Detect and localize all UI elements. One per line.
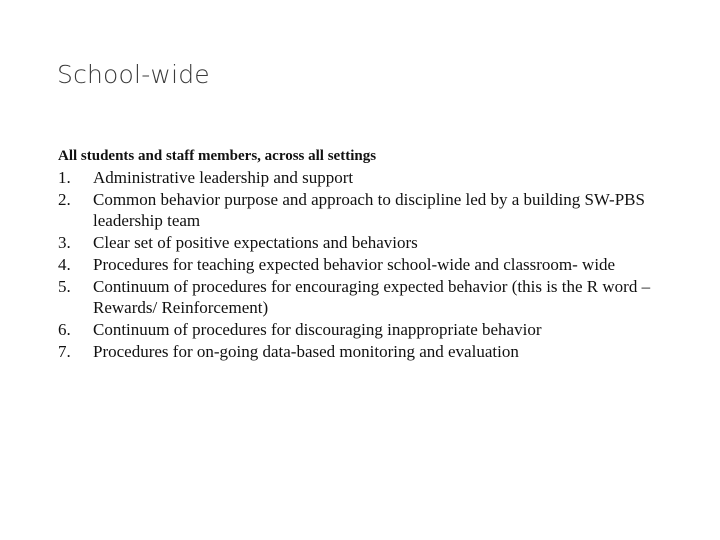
slide-subtitle: All students and staff members, across all settings xyxy=(58,148,377,164)
list-item-number: 5. xyxy=(58,276,71,296)
list-item-number: 3. xyxy=(58,233,71,253)
list-item xyxy=(58,319,658,341)
list-item xyxy=(58,189,658,232)
list-item-text: Continuum of procedures for encouraging expected behavior (this is the R word – Rewards/ Reinforcement) xyxy=(93,276,651,318)
slide-title: School-wide xyxy=(57,60,210,89)
list-item xyxy=(58,254,658,276)
list-item-text: Common behavior purpose and approach to discipline led by a building SW-PBS leadership team xyxy=(93,189,645,231)
list-item-text: Procedures for on-going data-based monitoring and evaluation xyxy=(93,341,519,361)
list-item-number: 7. xyxy=(58,341,71,361)
list-item-text: Continuum of procedures for discouraging inappropriate behavior xyxy=(93,319,542,339)
list-item-number: 1. xyxy=(58,168,71,187)
list-item-number: 2. xyxy=(58,189,71,209)
list-item xyxy=(58,232,658,254)
list-item-text: Clear set of positive expectations and behaviors xyxy=(93,233,418,253)
list-item xyxy=(58,276,658,319)
list-item-text: Procedures for teaching expected behavior school-wide and classroom- wide xyxy=(93,254,616,274)
list-item-number: 4. xyxy=(58,254,71,274)
list-item-text: Administrative leadership and support xyxy=(93,168,354,187)
list-item xyxy=(58,167,658,189)
list-item-number: 6. xyxy=(58,319,71,339)
list-item xyxy=(58,341,658,363)
numbered-list xyxy=(58,167,658,362)
